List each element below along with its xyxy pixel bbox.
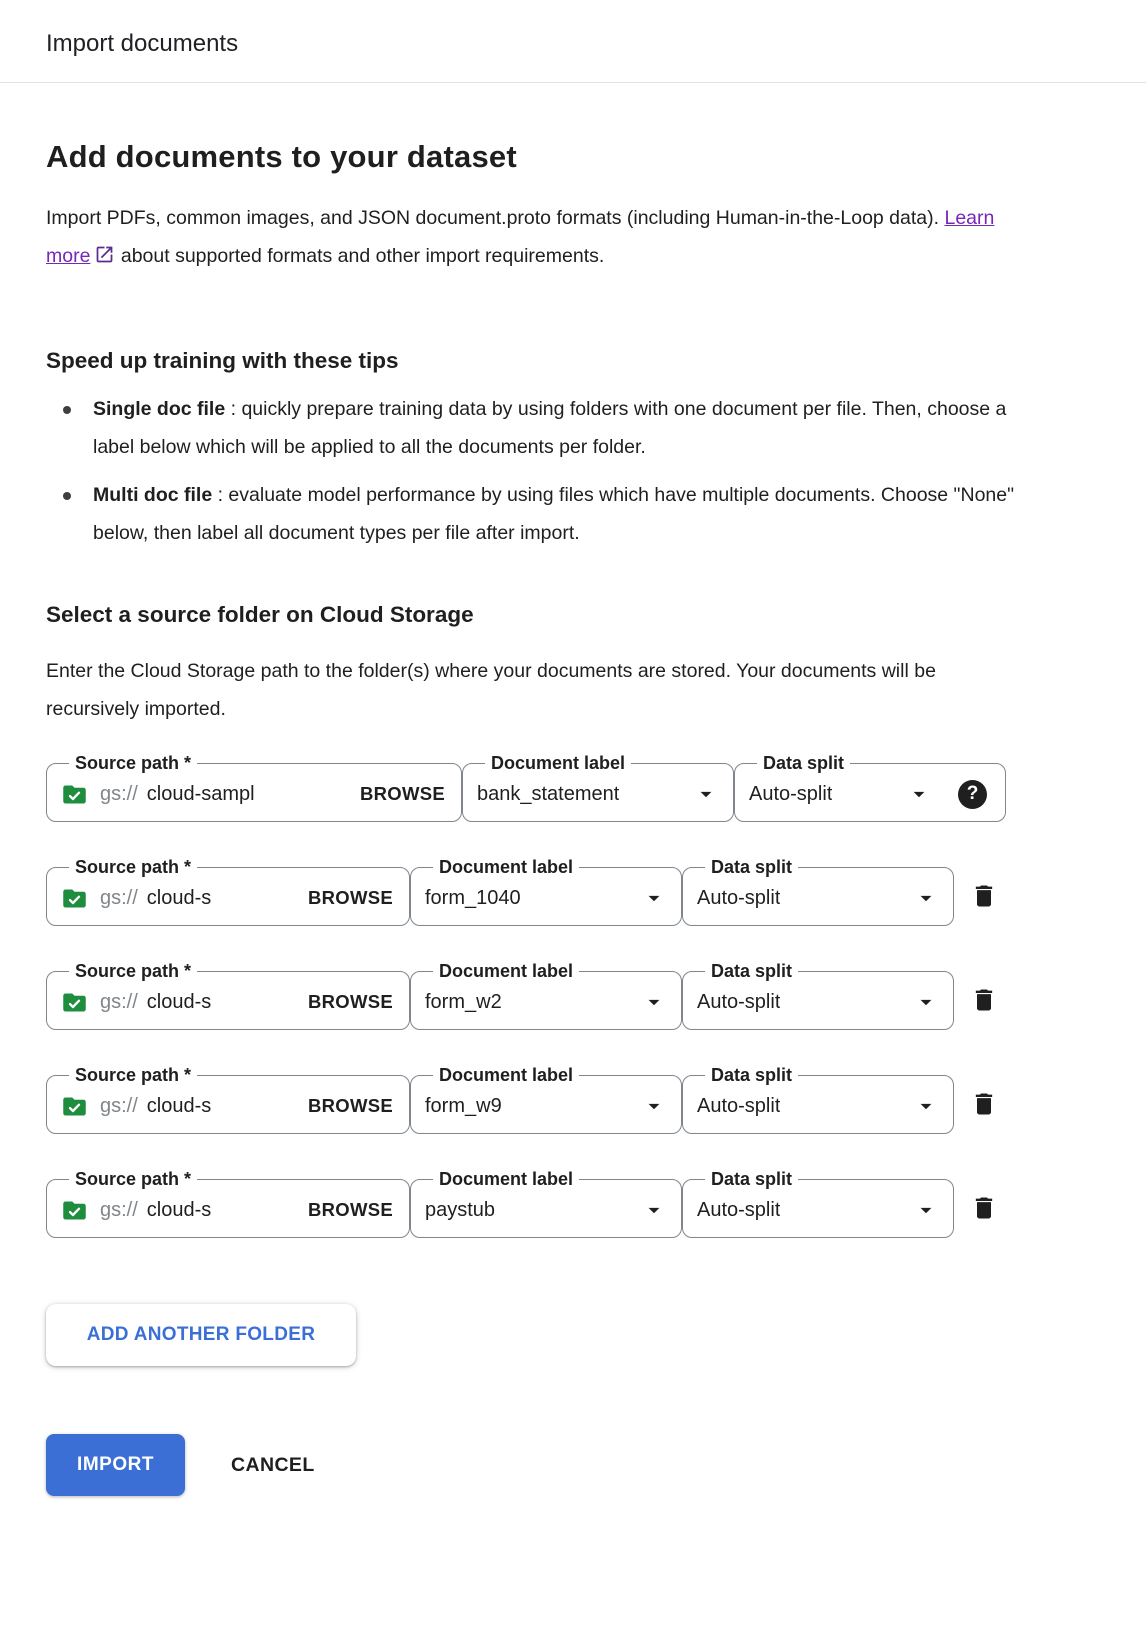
dropdown-arrow-icon — [913, 885, 939, 911]
data-split-value: Auto-split — [697, 886, 781, 909]
data-split-label: Data split — [711, 1169, 793, 1189]
folder-check-icon — [61, 1197, 88, 1224]
browse-button[interactable]: BROWSE — [307, 991, 393, 1012]
document-label-label: Document label — [439, 1169, 574, 1189]
dialog-title: Import documents — [46, 30, 239, 57]
import-folder-row-3 — [46, 962, 1100, 1030]
delete-row-button[interactable] — [970, 1194, 998, 1222]
data-split-select[interactable] — [682, 858, 954, 926]
tip-single-doc — [46, 390, 1051, 466]
data-split-value: Auto-split — [697, 1094, 781, 1117]
delete-row-button[interactable] — [970, 986, 998, 1014]
data-split-label: Data split — [711, 961, 793, 981]
tip-text: : evaluate model performance by using files which have multiple documents. Choose "None" below, then label all document types per file after import. — [93, 484, 1015, 544]
source-path-label: Source path * — [75, 1169, 192, 1189]
folder-rows — [46, 754, 1100, 1238]
document-label-value: form_w9 — [425, 1094, 502, 1117]
source-path-label: Source path * — [75, 1065, 192, 1085]
data-split-label: Data split — [711, 857, 793, 877]
folder-check-icon — [61, 1093, 88, 1120]
dropdown-arrow-icon — [693, 781, 719, 807]
dialog-actions — [46, 1434, 1100, 1496]
browse-button[interactable]: BROWSE — [307, 1199, 393, 1220]
source-path-field[interactable] — [46, 858, 410, 926]
dropdown-arrow-icon — [913, 1093, 939, 1119]
data-split-value: Auto-split — [697, 990, 781, 1013]
folder-check-icon — [61, 989, 88, 1016]
source-path-label: Source path * — [75, 857, 192, 877]
dropdown-arrow-icon — [641, 1197, 667, 1223]
document-label-value: paystub — [425, 1198, 496, 1221]
source-path-input[interactable]: cloud-s — [146, 1094, 212, 1117]
intro-after-link: about supported formats and other import requirements. — [115, 245, 605, 267]
document-label-label: Document label — [439, 857, 574, 877]
document-label-value: form_1040 — [425, 886, 521, 909]
document-label-label: Document label — [439, 961, 574, 981]
source-path-field[interactable] — [46, 962, 410, 1030]
tip-multi-doc — [46, 476, 1051, 552]
header-divider — [0, 82, 1146, 83]
dropdown-arrow-icon — [641, 885, 667, 911]
document-label-value: form_w2 — [425, 990, 502, 1013]
page-title: Add documents to your dataset — [46, 139, 517, 174]
source-path-input[interactable]: cloud-s — [146, 886, 212, 909]
dialog-header — [0, 0, 1146, 82]
intro-before-link: Import PDFs, common images, and JSON document.proto formats (including Human-in-the-Loop data). — [46, 207, 945, 229]
tips-heading: Speed up training with these tips — [46, 348, 399, 373]
document-label-label: Document label — [491, 753, 626, 773]
browse-button[interactable]: BROWSE — [307, 1095, 393, 1116]
folder-check-icon — [61, 885, 88, 912]
document-label-select[interactable] — [410, 962, 682, 1030]
gs-prefix: gs:// — [100, 1198, 138, 1221]
add-another-folder-button[interactable]: ADD ANOTHER FOLDER — [46, 1304, 356, 1366]
data-split-select[interactable] — [734, 754, 1006, 822]
help-icon[interactable]: ? — [958, 780, 987, 809]
source-folder-description: Enter the Cloud Storage path to the folder(s) where your documents are stored. Your documents will be recursively imported. — [46, 660, 936, 720]
source-path-input[interactable]: cloud-s — [146, 1198, 212, 1221]
learn-more-link[interactable]: Learn more — [46, 207, 995, 267]
delete-row-button[interactable] — [970, 882, 998, 910]
cancel-button[interactable]: CANCEL — [231, 1453, 315, 1476]
data-split-select[interactable] — [682, 1170, 954, 1238]
gs-prefix: gs:// — [100, 1094, 138, 1117]
source-path-input[interactable]: cloud-sampl — [146, 782, 255, 805]
gs-prefix: gs:// — [100, 990, 138, 1013]
dropdown-arrow-icon — [641, 989, 667, 1015]
external-link-icon — [94, 240, 115, 278]
tip-term: Multi doc file — [93, 484, 213, 506]
tip-text: : quickly prepare training data by using folders with one document per file. Then, choose a label below which will be applied to all the documents per folder. — [93, 398, 1007, 458]
browse-button[interactable]: BROWSE — [359, 783, 445, 804]
data-split-select[interactable] — [682, 962, 954, 1030]
data-split-label: Data split — [763, 753, 845, 773]
source-path-field[interactable] — [46, 754, 462, 822]
document-label-select[interactable] — [410, 1066, 682, 1134]
dropdown-arrow-icon — [913, 1197, 939, 1223]
import-folder-row-2 — [46, 858, 1100, 926]
import-folder-row-1 — [46, 754, 1100, 822]
source-folder-heading: Select a source folder on Cloud Storage — [46, 602, 474, 627]
data-split-value: Auto-split — [749, 782, 833, 805]
import-form — [0, 139, 1146, 1496]
folder-check-icon — [61, 781, 88, 808]
source-path-field[interactable] — [46, 1170, 410, 1238]
document-label-select[interactable] — [462, 754, 734, 822]
browse-button[interactable]: BROWSE — [307, 887, 393, 908]
source-path-field[interactable] — [46, 1066, 410, 1134]
source-path-input[interactable]: cloud-s — [146, 990, 212, 1013]
gs-prefix: gs:// — [100, 782, 138, 805]
document-label-select[interactable] — [410, 858, 682, 926]
tip-term: Single doc file — [93, 398, 226, 420]
dropdown-arrow-icon — [906, 781, 932, 807]
data-split-select[interactable] — [682, 1066, 954, 1134]
document-label-select[interactable] — [410, 1170, 682, 1238]
data-split-label: Data split — [711, 1065, 793, 1085]
import-folder-row-5 — [46, 1170, 1100, 1238]
data-split-value: Auto-split — [697, 1198, 781, 1221]
dropdown-arrow-icon — [913, 989, 939, 1015]
source-path-label: Source path * — [75, 753, 192, 773]
import-button[interactable]: IMPORT — [46, 1434, 185, 1496]
import-folder-row-4 — [46, 1066, 1100, 1134]
dropdown-arrow-icon — [641, 1093, 667, 1119]
gs-prefix: gs:// — [100, 886, 138, 909]
source-path-label: Source path * — [75, 961, 192, 981]
tips-list — [46, 390, 1051, 552]
document-label-value: bank_statement — [477, 782, 620, 805]
document-label-label: Document label — [439, 1065, 574, 1085]
delete-row-button[interactable] — [970, 1090, 998, 1118]
intro-text — [46, 199, 1031, 278]
